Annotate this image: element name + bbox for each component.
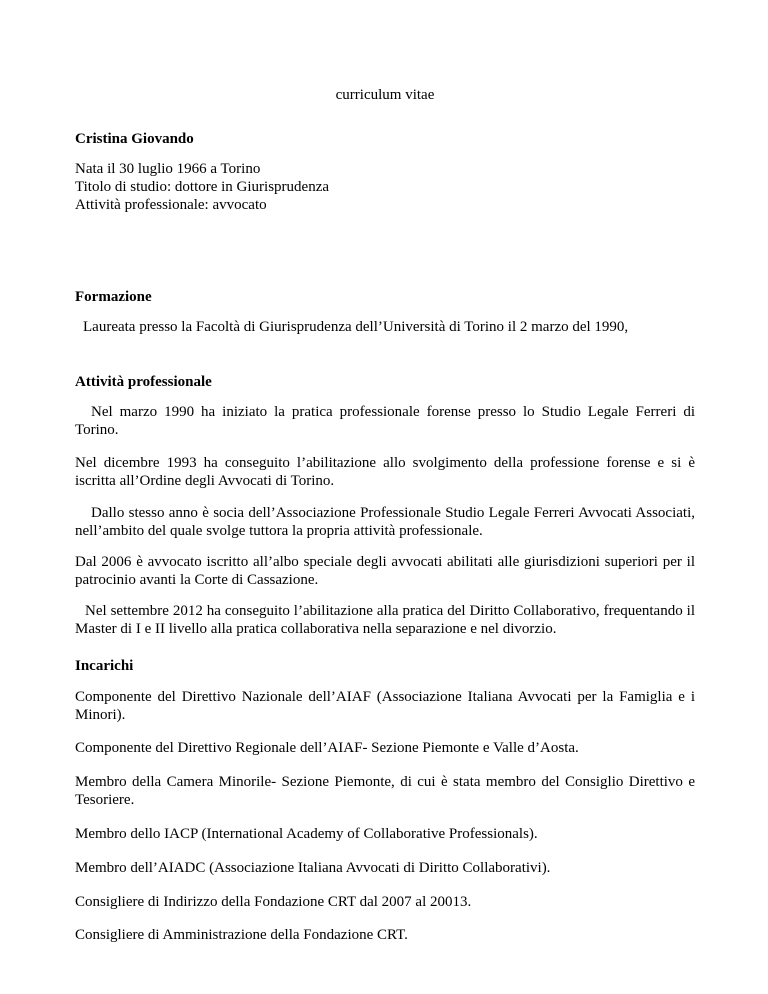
incarichi-paragraph-5: Membro dell’AIADC (Associazione Italiana Avvocati di Diritto Collaborativi). bbox=[75, 860, 551, 876]
attivita-paragraph-3: Dallo stesso anno è socia dell’Associazione Professionale Studio Legale Ferreri Avvocati Associati, nell’ambito del quale svolge tuttora la propria attività professionale. bbox=[75, 505, 695, 539]
section-heading-incarichi: Incarichi bbox=[75, 658, 134, 674]
attivita-paragraph-5: Nel settembre 2012 ha conseguito l’abilitazione alla pratica del Diritto Collaborativo, frequentando il Master di I e II livello alla pratica collaborativa nella separazione e nel divorzio. bbox=[75, 603, 695, 637]
attivita-paragraph-1: Nel marzo 1990 ha iniziato la pratica professionale forense presso lo Studio Legale Ferreri di Torino. bbox=[75, 404, 695, 438]
incarichi-paragraph-6: Consigliere di Indirizzo della Fondazione CRT dal 2007 al 20013. bbox=[75, 894, 472, 910]
person-name: Cristina Giovando bbox=[75, 131, 194, 147]
personal-info bbox=[75, 160, 329, 214]
document-title: curriculum vitae bbox=[335, 87, 435, 103]
attivita-paragraph-4: Dal 2006 è avvocato iscritto all’albo speciale degli avvocati abilitati alle giurisdizioni superiori per il patrocinio avanti la Corte di Cassazione. bbox=[75, 554, 695, 588]
incarichi-paragraph-1: Componente del Direttivo Nazionale dell’AIAF (Associazione Italiana Avvocati per la Famiglia e i Minori). bbox=[75, 689, 695, 723]
incarichi-paragraph-3: Membro della Camera Minorile- Sezione Piemonte, di cui è stata membro del Consiglio Direttivo e Tesoriere. bbox=[75, 774, 695, 808]
degree-info: Titolo di studio: dottore in Giurisprudenza bbox=[75, 179, 330, 195]
incarichi-paragraph-4: Membro dello IACP (International Academy of Collaborative Professionals). bbox=[75, 826, 538, 842]
attivita-paragraph-2: Nel dicembre 1993 ha conseguito l’abilitazione allo svolgimento della professione forense e si è iscritta all’Ordine degli Avvocati di Torino. bbox=[75, 455, 695, 489]
incarichi-paragraph-2: Componente del Direttivo Regionale dell’AIAF- Sezione Piemonte e Valle d’Aosta. bbox=[75, 740, 579, 756]
formazione-paragraph-1: Laureata presso la Facoltà di Giurisprudenza dell’Università di Torino il 2 marzo del 1990, bbox=[83, 319, 629, 335]
profession-info: Attività professionale: avvocato bbox=[75, 197, 267, 213]
section-heading-attivita: Attività professionale bbox=[75, 374, 212, 390]
incarichi-paragraph-7: Consigliere di Amministrazione della Fondazione CRT. bbox=[75, 927, 408, 943]
section-heading-formazione: Formazione bbox=[75, 289, 152, 305]
birth-info: Nata il 30 luglio 1966 a Torino bbox=[75, 161, 261, 177]
